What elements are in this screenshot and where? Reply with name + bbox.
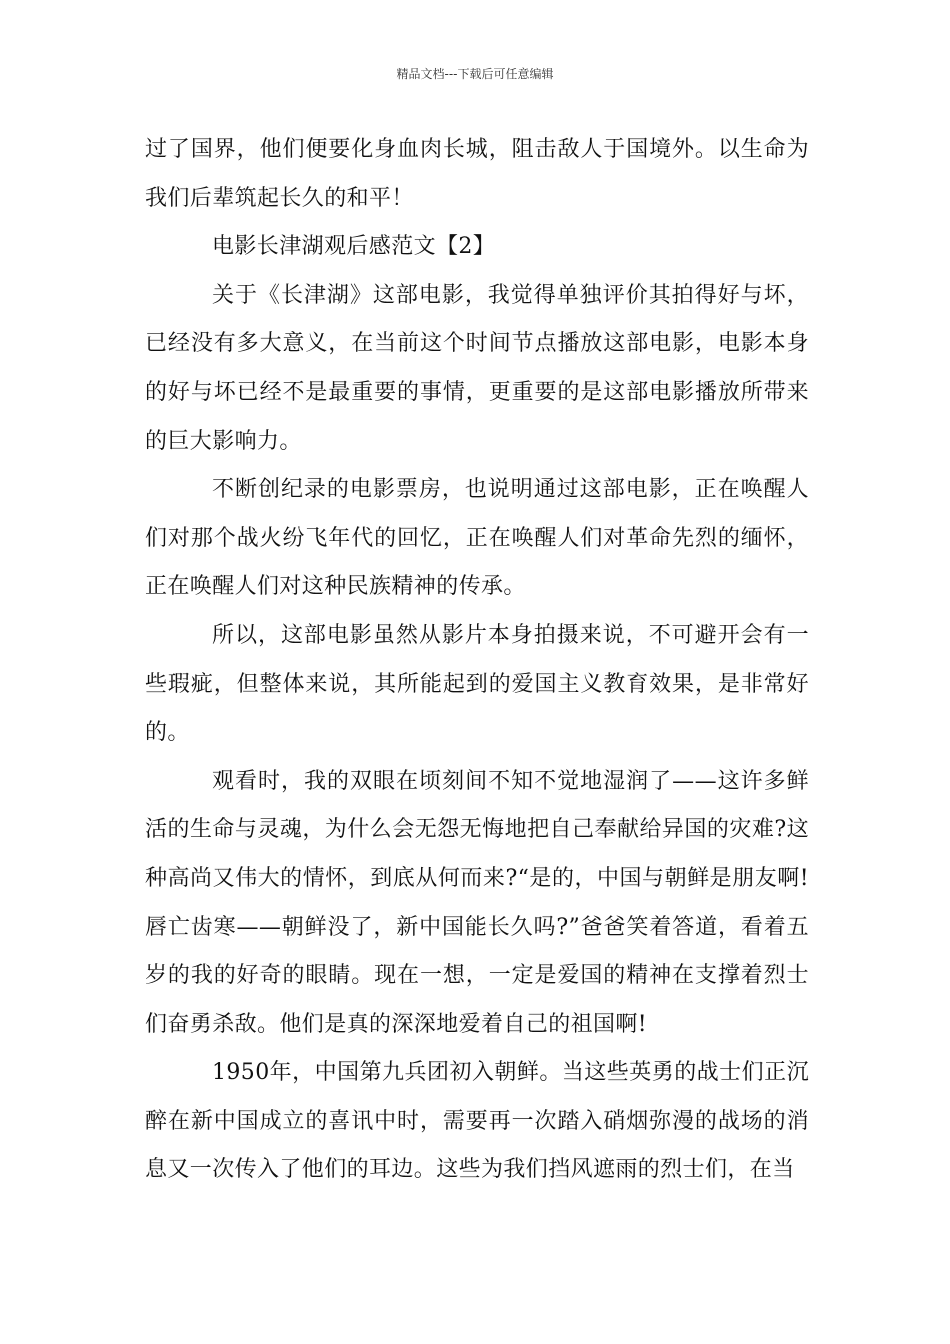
paragraph: 关于《长津湖》这部电影，我觉得单独评价其拍得好与坏，已经没有多大意义，在当前这个时间节点播放这部电影，电影本身的好与坏已经不是最重要的事情，更重要的是这部电影播放所带来的巨大影响力。 <box>145 282 809 454</box>
paragraph-continuation: 过了国界，他们便要化身血肉长城，阻击敌人于国境外。以生命为我们后辈筑起长久的和平！ <box>145 137 809 211</box>
document-body <box>145 126 809 1195</box>
paragraph: 不断创纪录的电影票房，也说明通过这部电影，正在唤醒人们对那个战火纷飞年代的回忆，正在唤醒人们对革命先烈的缅怀，正在唤醒人们对这种民族精神的传承。 <box>145 477 809 600</box>
section-heading: 电影长津湖观后感范文【2】 <box>212 234 496 260</box>
paragraph: 1950年，中国第九兵团初入朝鲜。当这些英勇的战士们正沉醉在新中国成立的喜讯中时，需要再一次踏入硝烟弥漫的战场的消息又一次传入了他们的耳边。这些为我们挡风遮雨的烈士们，在当 <box>145 1060 809 1183</box>
paragraph: 观看时，我的双眼在顷刻间不知不觉地湿润了——这许多鲜活的生命与灵魂，为什么会无怨无悔地把自己奉献给异国的灾难?这种高尚又伟大的情怀，到底从何而来?“是的，中国与朝鲜是朋友啊!唇亡齿寒——朝鲜没了，新中国能长久吗?”爸爸笑着答道，看着五岁的我的好奇的眼睛。现在一想，一定是爱国的精神在支撑着烈士们奋勇杀敌。他们是真的深深地爱着自己的祖国啊! <box>145 768 809 1037</box>
page-header: 精品文档---下载后可任意编辑 <box>396 67 554 81</box>
paragraph: 所以，这部电影虽然从影片本身拍摄来说，不可避开会有一些瑕疵，但整体来说，其所能起到的爱国主义教育效果，是非常好的。 <box>145 622 809 746</box>
